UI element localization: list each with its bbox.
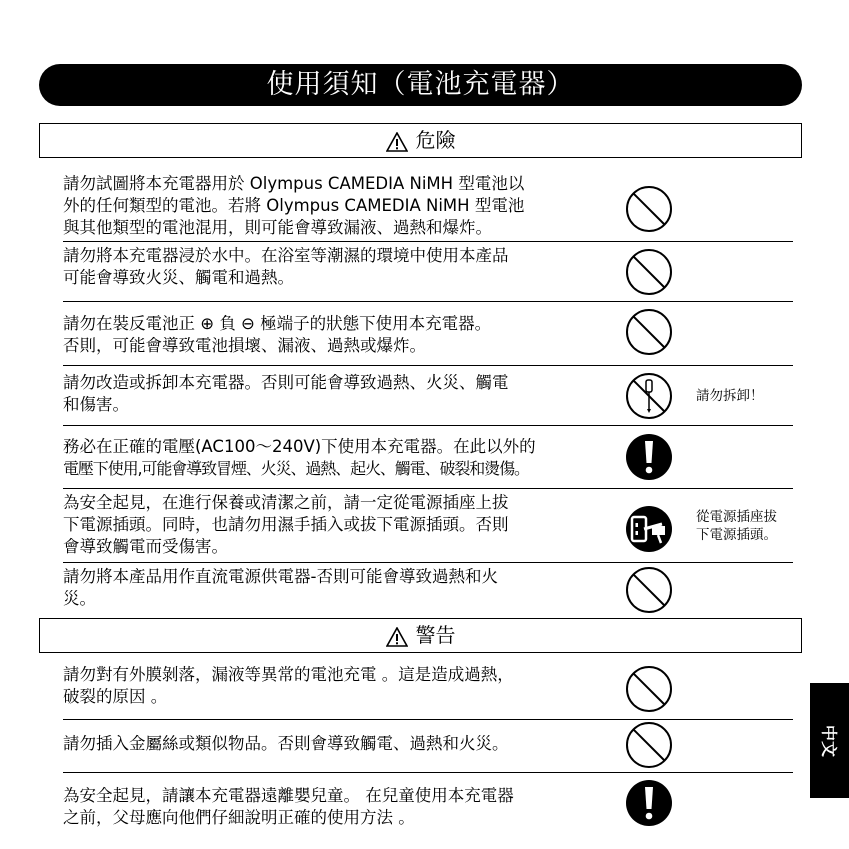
divider	[63, 365, 793, 366]
text-line: 請勿將本產品用作直流電源供電器-否則可能會導致過熱和火	[63, 567, 498, 586]
text-line: 請勿在裝反電池正 ⊕ 負 ⊖ 極端子的狀態下使用本充電器。	[63, 314, 492, 333]
warning-item-3-text	[63, 785, 623, 829]
text-line: 電壓下使用,可能會導致冒煙、火災、過熱、起火、觸電、破裂和燙傷。	[63, 459, 529, 478]
text-line: 請勿改造或拆卸本充電器。否則可能會導致過熱、火災、觸電	[63, 373, 509, 392]
prohibited-icon	[624, 664, 674, 714]
warning-triangle-icon	[386, 132, 408, 152]
text-line: 下電源插頭。同時，也請勿用濕手插入或拔下電源插頭。否則	[63, 515, 509, 534]
text-line: 災。	[63, 589, 96, 608]
language-tab-label: 中文	[819, 724, 838, 757]
text-line: 為安全起見，在進行保養或清潔之前，請一定從電源插座上拔	[63, 493, 509, 512]
divider	[63, 425, 793, 426]
danger-item-4-text	[63, 372, 623, 416]
text-line: 破裂的原因 。	[63, 687, 168, 706]
text-line: 之前，父母應向他們仔細說明正確的使用方法 。	[63, 808, 415, 827]
page-title: 使用須知（電池充電器）	[39, 64, 802, 106]
language-tab	[810, 683, 849, 798]
text-line: 為安全起見，請讓本充電器遠離嬰兒童。 在兒童使用本充電器	[63, 786, 514, 805]
text-line: 會導致觸電而受傷害。	[63, 537, 228, 556]
text-line: 下電源插頭。	[696, 527, 777, 543]
warning-item-2-text	[63, 733, 623, 755]
warning-item-1-text	[63, 664, 623, 708]
text-line: 請勿插入金屬絲或類似物品。否則會導致觸電、過熱和火災。	[63, 734, 509, 753]
unplug-label	[696, 508, 777, 544]
text-line: 請勿試圖將本充電器用於 Olympus CAMEDIA NiMH 型電池以	[63, 174, 525, 193]
divider	[63, 488, 793, 489]
prohibited-icon	[624, 720, 674, 770]
divider	[63, 241, 793, 242]
mandatory-icon	[624, 432, 674, 482]
text-line: 從電源插座拔	[696, 509, 777, 525]
danger-item-1-text	[63, 173, 623, 239]
prohibited-icon	[624, 247, 674, 297]
prohibited-icon	[624, 184, 674, 234]
unplug-icon	[624, 504, 674, 554]
mandatory-icon	[624, 778, 674, 828]
divider	[63, 719, 793, 720]
danger-item-3-text	[63, 313, 623, 357]
prohibited-icon	[624, 307, 674, 357]
warning-header-label: 警告	[415, 623, 456, 647]
warning-header	[39, 618, 802, 653]
text-line: 與其他類型的電池混用，則可能會導致漏液、過熱和爆炸。	[63, 218, 492, 237]
danger-item-6-text	[63, 492, 623, 558]
danger-item-2-text	[63, 245, 623, 289]
warning-triangle-icon	[386, 627, 408, 647]
text-line: 請勿對有外膜剝落，漏液等異常的電池充電 。這是造成過熱，	[63, 665, 514, 684]
text-line: 外的任何類型的電池。若將 Olympus CAMEDIA NiMH 型電池	[63, 196, 525, 215]
divider	[63, 301, 793, 302]
danger-item-5-text	[63, 436, 623, 480]
no-disassembly-icon	[624, 371, 674, 421]
text-line: 和傷害。	[63, 395, 129, 414]
text-line: 否則，可能會導致電池損壞、漏液、過熱或爆炸。	[63, 336, 426, 355]
no-disassembly-label: 請勿拆卸！	[696, 388, 764, 404]
prohibited-icon	[624, 565, 674, 615]
divider	[63, 562, 793, 563]
danger-item-7-text	[63, 566, 623, 610]
danger-header	[39, 123, 802, 158]
text-line: 請勿將本充電器浸於水中。在浴室等潮濕的環境中使用本產品	[63, 246, 509, 265]
text-line: 務必在正確的電壓(AC100～240V)下使用本充電器。在此以外的	[63, 437, 536, 456]
text-line: 可能會導致火災、觸電和過熱。	[63, 268, 294, 287]
divider	[63, 772, 793, 773]
danger-header-label: 危險	[415, 128, 456, 152]
